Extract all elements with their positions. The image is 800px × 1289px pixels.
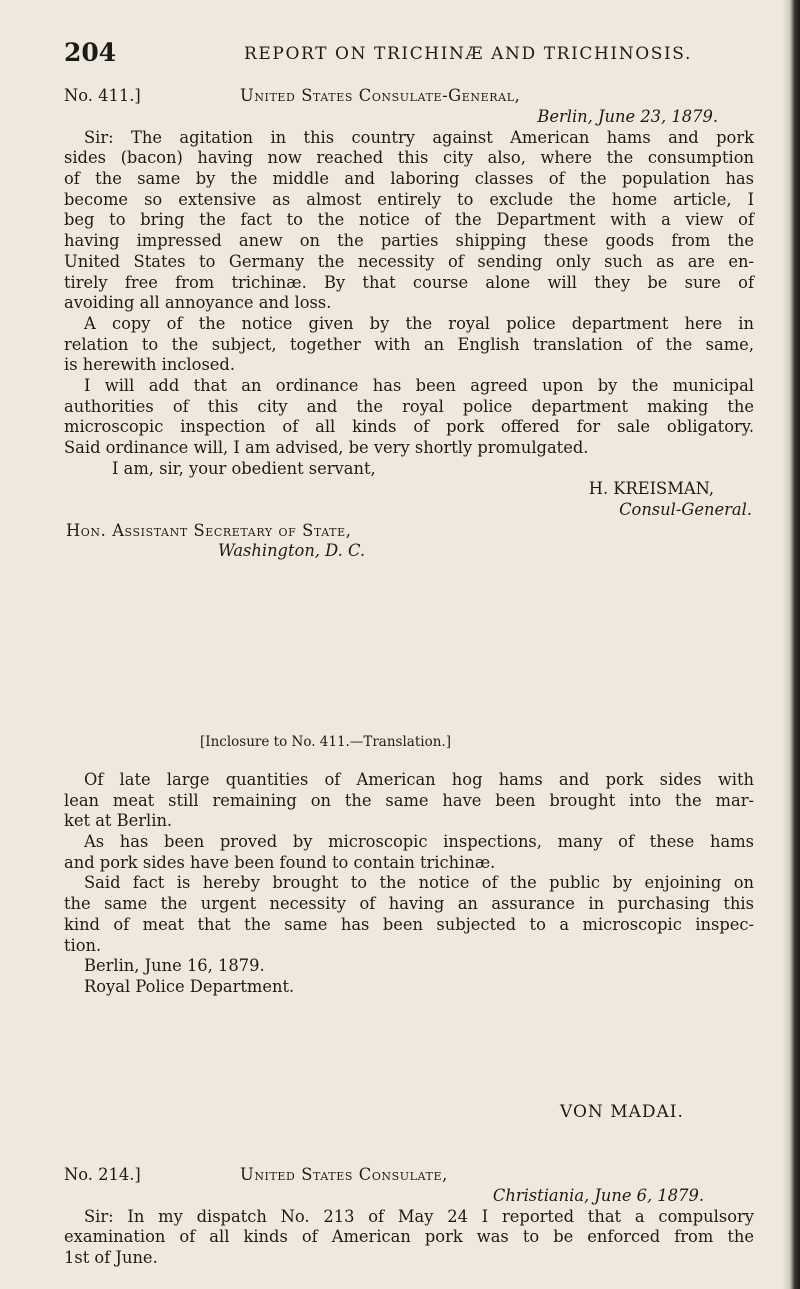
text-line: of the same by the middle and laboring classes of the population has <box>64 169 754 189</box>
text-line: sides (bacon) having now reached this city also, where the consumption <box>64 148 754 168</box>
dispatch-number: No. 411.] <box>64 86 141 105</box>
letter-heading <box>64 1165 754 1186</box>
enclosure-translation <box>64 770 754 998</box>
place-date: Christiania, June 6, 1879. <box>492 1186 704 1205</box>
consulate-name: United States Consulate, <box>240 1165 448 1184</box>
text-line: avoiding all annoyance and loss. <box>64 293 332 313</box>
page-binding-edge <box>782 0 800 1289</box>
text-line: Berlin, June 16, 1879. <box>84 956 265 976</box>
enclosure-signer: VON MADAI. <box>560 1102 684 1122</box>
text-line: United States to Germany the necessity of sending only such as are en- <box>64 251 754 271</box>
consulate-name: United States Consulate-General, <box>240 86 521 105</box>
text-line: ket at Berlin. <box>64 811 173 831</box>
addressee-place: Washington, D. C. <box>218 541 366 561</box>
text-line: relation to the subject, together with an English translation of the same, <box>64 334 754 354</box>
addressee: Hon. Assistant Secretary of State, <box>66 520 352 540</box>
text-line: 1st of June. <box>64 1248 158 1268</box>
text-line: is herewith inclosed. <box>64 355 236 375</box>
text-line: A copy of the notice given by the royal police department here in <box>84 313 754 333</box>
running-title: REPORT ON TRICHINÆ AND TRICHINOSIS. <box>244 44 692 64</box>
letter-body <box>64 128 754 480</box>
text-line: tirely free from trichinæ. By that course alone will they be sure of <box>64 272 754 292</box>
letter-body <box>64 1207 754 1269</box>
letter-heading <box>64 86 754 107</box>
letter-411 <box>64 86 754 562</box>
place-date: Berlin, June 23, 1879. <box>537 107 718 126</box>
text-line: Sir: In my dispatch No. 213 of May 24 I reported that a compulsory <box>84 1206 754 1226</box>
text-line: Royal Police Department. <box>84 976 295 996</box>
text-line: beg to bring the fact to the notice of the Department with a view of <box>64 210 754 230</box>
text-line: and pork sides have been found to contain trichinæ. <box>64 852 496 872</box>
text-line: authorities of this city and the royal police department making the <box>64 396 754 416</box>
text-line: Said fact is hereby brought to the notice of the public by enjoining on <box>84 873 754 893</box>
text-line: Sir: The agitation in this country against American hams and pork <box>84 127 754 147</box>
page-header <box>64 38 754 68</box>
text-line: Of late large quantities of American hog hams and pork sides with <box>84 770 754 789</box>
text-line: the same the urgent necessity of having an assurance in purchasing this <box>64 894 754 914</box>
page-number: 204 <box>64 38 117 67</box>
dispatch-number: No. 214.] <box>64 1165 141 1184</box>
enclosure-heading: [Inclosure to No. 411.—Translation.] <box>200 734 451 750</box>
letter-214 <box>64 1165 754 1269</box>
text-line: I will add that an ordinance has been agreed upon by the municipal <box>84 375 754 395</box>
text-line: microscopic inspection of all kinds of pork offered for sale obligatory. <box>64 417 754 437</box>
text-line: become so extensive as almost entirely to exclude the home article, I <box>64 189 754 209</box>
text-line: lean meat still remaining on the same have been brought into the mar- <box>64 790 754 810</box>
text-line: examination of all kinds of American pork was to be enforced from the <box>64 1227 754 1247</box>
text-line: tion. <box>64 935 102 955</box>
text-line: As has been proved by microscopic inspections, many of these hams <box>84 832 754 852</box>
text-line: Said ordinance will, I am advised, be very shortly promulgated. <box>64 438 589 457</box>
enclosure-body <box>64 770 754 998</box>
signer-name: H. KREISMAN, <box>588 479 714 499</box>
signer-title: Consul-General. <box>619 500 752 520</box>
text-line: having impressed anew on the parties shipping these goods from the <box>64 231 754 251</box>
text-line: I am, sir, your obedient servant, <box>112 458 376 478</box>
text-line: kind of meat that the same has been subjected to a microscopic inspec- <box>64 914 754 934</box>
